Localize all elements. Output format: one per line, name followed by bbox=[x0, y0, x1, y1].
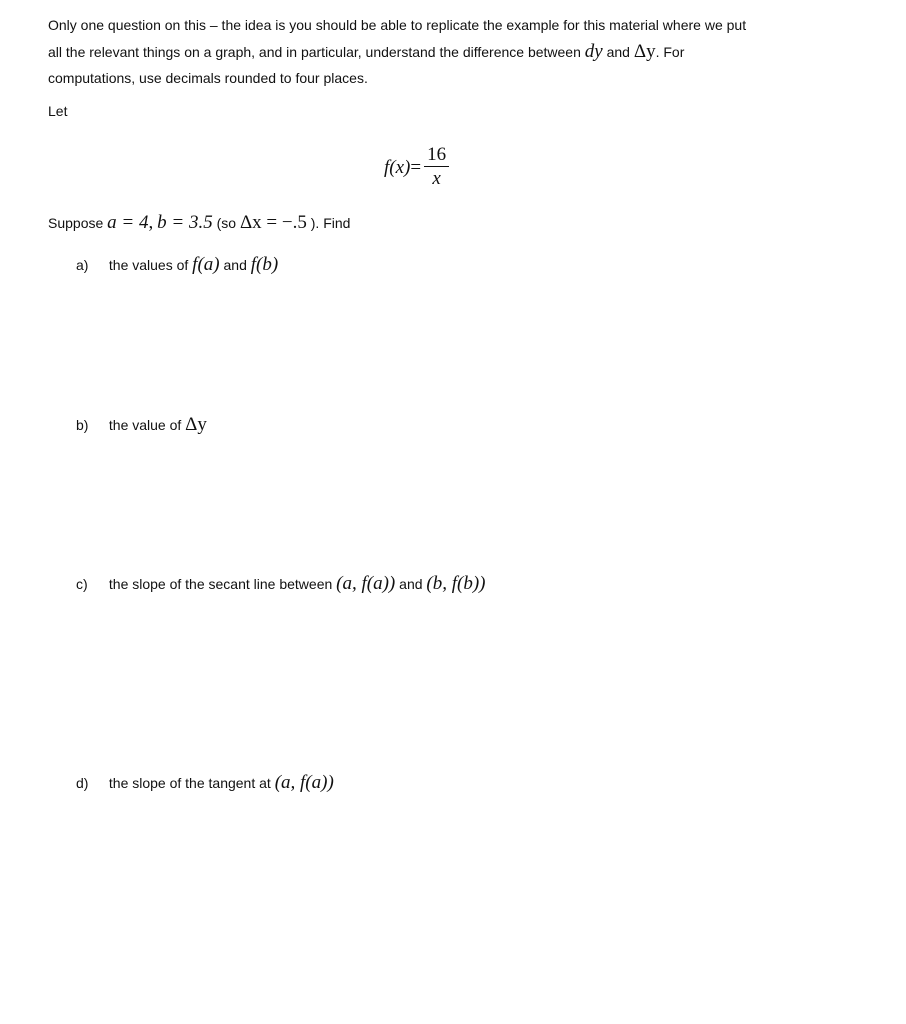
part-a bbox=[76, 254, 278, 276]
part-a-math-1: f(a) bbox=[192, 254, 220, 275]
intro-and: and bbox=[606, 43, 630, 60]
delta-x-value: Δx = −.5 bbox=[239, 212, 307, 233]
formula-equals: = bbox=[410, 156, 422, 178]
part-d-text: the slope of the tangent at bbox=[108, 775, 271, 791]
part-c bbox=[76, 573, 486, 595]
intro-line-2-text: all the relevant things on a graph, and in particular, understand the difference between bbox=[48, 43, 581, 60]
intro-line-2-end: . For bbox=[655, 43, 685, 60]
dy-symbol: dy bbox=[584, 40, 603, 62]
b-value: b = 3.5 bbox=[157, 212, 213, 233]
a-value: a = 4 bbox=[107, 212, 149, 233]
part-b-label: b) bbox=[76, 417, 89, 433]
formula-denominator: x bbox=[432, 168, 441, 189]
suppose-so: (so bbox=[216, 215, 237, 231]
formula-numerator: 16 bbox=[424, 144, 449, 167]
part-a-label: a) bbox=[76, 257, 89, 273]
part-d bbox=[76, 772, 334, 794]
intro-line-3: computations, use decimals rounded to four places. bbox=[48, 70, 368, 86]
let-label: Let bbox=[48, 103, 68, 119]
suppose-label: Suppose bbox=[48, 215, 104, 231]
suppose-find: ). Find bbox=[310, 215, 351, 231]
part-a-text: the values of bbox=[108, 257, 189, 273]
part-c-math-2: (b, f(b)) bbox=[426, 573, 486, 594]
part-a-math-2: f(b) bbox=[250, 254, 279, 275]
function-formula bbox=[384, 144, 449, 191]
part-b-math-1: Δy bbox=[185, 414, 207, 435]
delta-y-symbol: Δy bbox=[633, 40, 656, 62]
part-b-text: the value of bbox=[108, 417, 182, 433]
part-b bbox=[76, 414, 207, 436]
part-c-math-1: (a, f(a)) bbox=[336, 573, 396, 594]
suppose-comma: , bbox=[148, 212, 154, 233]
suppose-line bbox=[48, 212, 350, 234]
part-c-text: the slope of the secant line between bbox=[108, 576, 333, 592]
intro-line-1: Only one question on this – the idea is you should be able to replicate the example for this material where we put bbox=[48, 17, 747, 33]
formula-lhs: f(x) bbox=[384, 156, 411, 178]
formula-fraction bbox=[424, 144, 449, 191]
intro-line-2 bbox=[48, 39, 848, 66]
intro-paragraph bbox=[48, 12, 848, 92]
part-a-and: and bbox=[223, 257, 247, 273]
part-d-math-1: (a, f(a)) bbox=[274, 772, 334, 793]
part-d-label: d) bbox=[76, 775, 89, 791]
part-c-label: c) bbox=[76, 576, 88, 592]
part-c-and: and bbox=[399, 576, 423, 592]
